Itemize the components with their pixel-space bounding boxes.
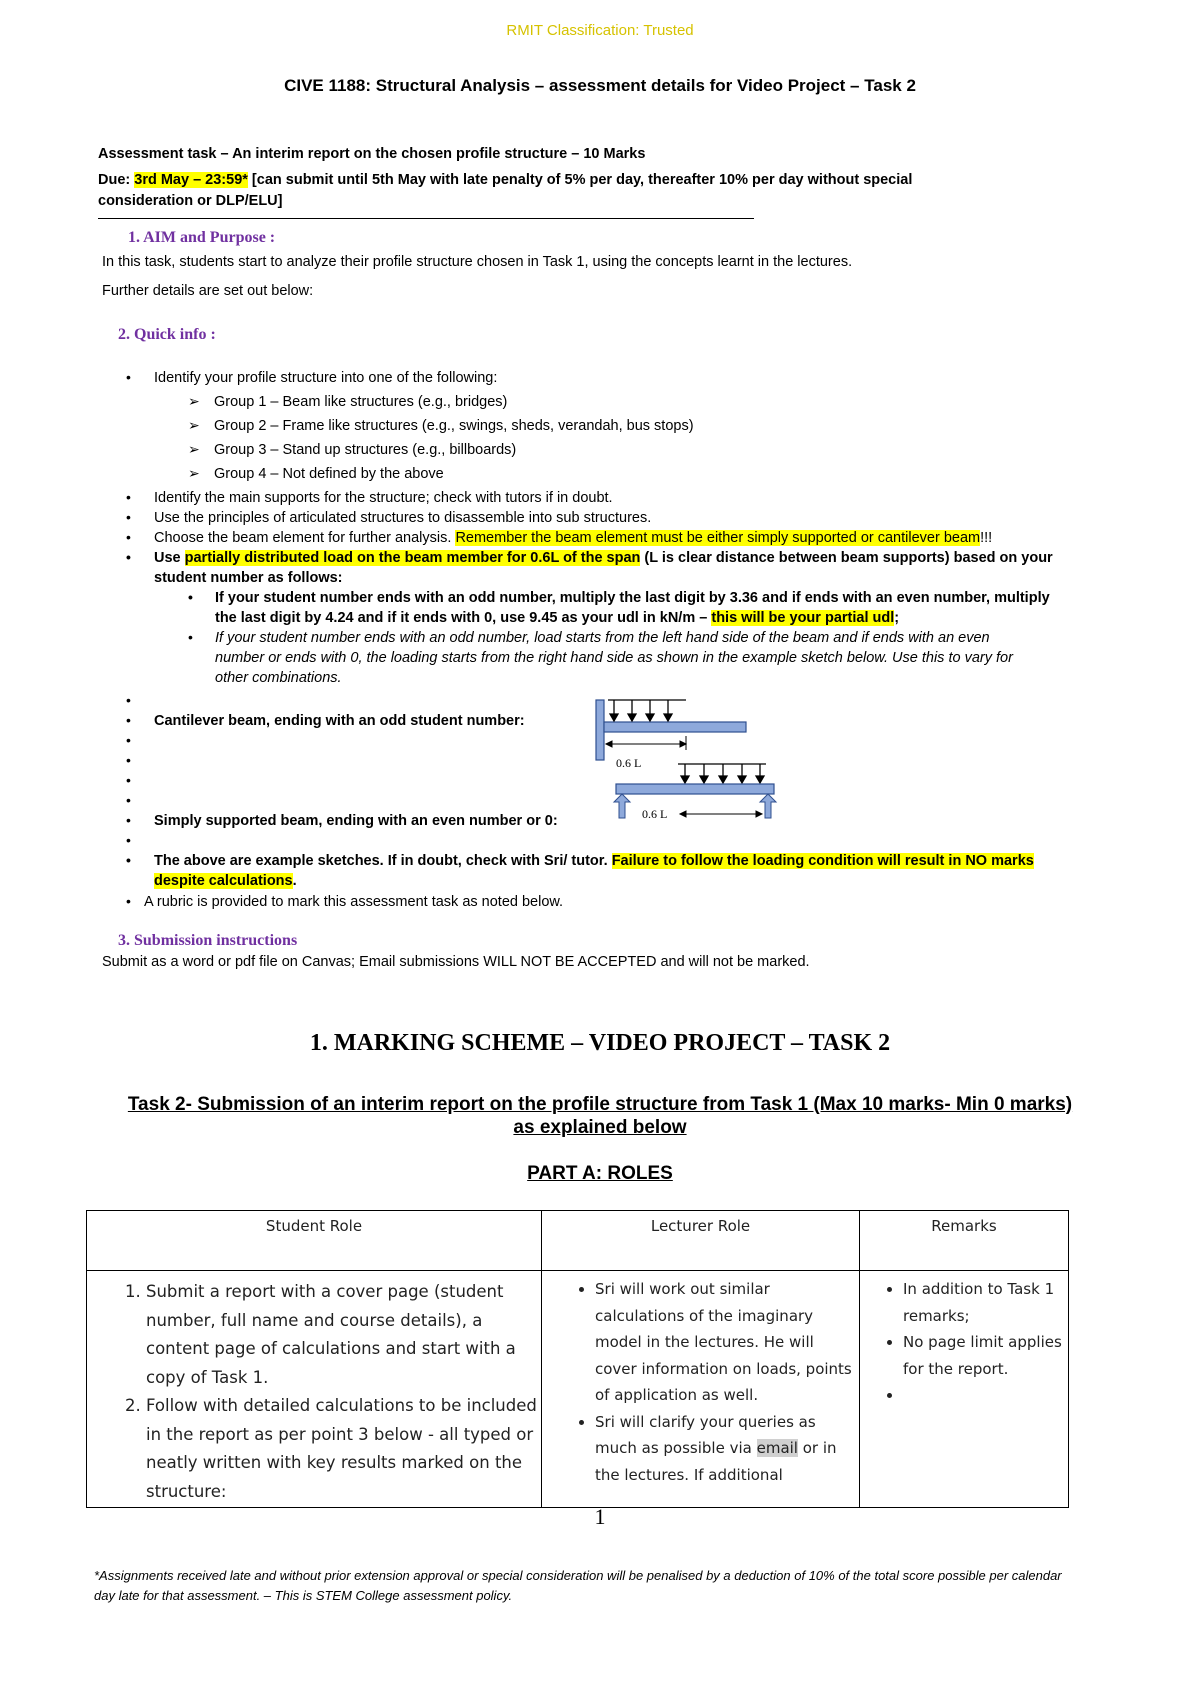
arrow-bullet-icon: ➢ bbox=[188, 393, 200, 409]
remark-item bbox=[903, 1382, 1067, 1409]
footnote-line2: day late for that assessment. – This is STEM College assessment policy. bbox=[94, 1588, 513, 1603]
sub2-line2: number or ends with 0, the loading starts from the right hand side as shown in the example sketch below. Use this to vary for bbox=[215, 650, 1013, 666]
sub1-line1: If your student number ends with an odd number, multiply the last digit by 3.36 and if ends with an even number, multiply bbox=[215, 590, 1050, 606]
choose-a: Choose the beam element for further analysis. bbox=[154, 530, 456, 546]
task2-heading-cont: as explained below bbox=[513, 1117, 687, 1138]
part-a-heading: PART A: ROLES bbox=[527, 1163, 673, 1184]
bullet-dot: • bbox=[126, 489, 131, 505]
bullet-dot: • bbox=[188, 589, 193, 605]
use-b: (L is clear distance between beam supports) based on your bbox=[640, 550, 1053, 566]
sub1-highlight: this will be your partial udl bbox=[711, 610, 895, 626]
roles-table bbox=[86, 1210, 1069, 1508]
use-udl-cont: student number as follows: bbox=[154, 570, 343, 586]
choose-end: !!! bbox=[980, 530, 993, 546]
bullet-dot: • bbox=[126, 732, 131, 748]
bullet-dot: • bbox=[126, 752, 131, 768]
right-support-icon bbox=[760, 794, 776, 818]
header-remarks: Remarks bbox=[860, 1211, 1069, 1271]
remark-item: • No page limit applies for the report. bbox=[903, 1329, 1067, 1382]
use-highlight: partially distributed load on the beam member for 0.6L of the span bbox=[184, 550, 641, 566]
due-detail-cont: consideration or DLP/ELU] bbox=[98, 193, 283, 209]
section1-line1: In this task, students start to analyze their profile structure chosen in Task 1, using the concepts learnt in the lectures. bbox=[102, 254, 853, 270]
use-udl-text bbox=[154, 549, 1053, 568]
bullet-dot: • bbox=[126, 712, 131, 728]
bullet-dot: • bbox=[126, 369, 131, 385]
lecturer-item bbox=[595, 1409, 858, 1489]
bullet-dot: • bbox=[126, 692, 131, 708]
bullet-dot: • bbox=[126, 792, 131, 808]
sub2-line3: other combinations. bbox=[215, 670, 342, 686]
bullet-dot: • bbox=[126, 772, 131, 788]
student-item: 2. Follow with detailed calculations to be included in the report as per point 3 below - all typed or neatly written with key results marked on the structure: bbox=[146, 1392, 540, 1506]
lecturer-item: • Sri will work out similar calculations of the imaginary model in the lectures. He will cover information on loads, points of application as well. bbox=[595, 1276, 858, 1409]
divider bbox=[98, 218, 754, 219]
table-header-row bbox=[87, 1211, 1069, 1271]
assessment-task-line: Assessment task – An interim report on the chosen profile structure – 10 Marks bbox=[98, 146, 646, 162]
dimension-simply bbox=[680, 811, 762, 817]
identify-text: Identify your profile structure into one of the following: bbox=[154, 370, 498, 386]
above-sketch-note bbox=[154, 852, 1034, 871]
udl-arrows-cantilever bbox=[610, 700, 672, 721]
simply-supported-label: Simply supported beam, ending with an even number or 0: bbox=[154, 813, 558, 829]
header-lecturer-role: Lecturer Role bbox=[542, 1211, 860, 1271]
dim-label-cantilever: 0.6 L bbox=[616, 756, 642, 770]
section3-heading: 3. Submission instructions bbox=[118, 932, 298, 949]
simply-supported-beam bbox=[616, 784, 774, 794]
rubric-text: A rubric is provided to mark this assessment task as noted below. bbox=[144, 894, 564, 910]
page-number: 1 bbox=[594, 1504, 606, 1529]
beam-sketches bbox=[590, 690, 790, 840]
dimension-cantilever bbox=[606, 736, 686, 750]
email-word: email bbox=[756, 1439, 798, 1457]
above-highlight-a: Failure to follow the loading condition will result in NO marks bbox=[611, 853, 1034, 869]
sub1-end: ; bbox=[894, 610, 900, 626]
left-support-icon bbox=[614, 794, 630, 818]
classification-label: RMIT Classification: Trusted bbox=[506, 22, 694, 39]
cantilever-beam bbox=[604, 722, 746, 732]
group-item: Group 2 – Frame like structures (e.g., swings, sheds, verandah, bus stops) bbox=[214, 418, 694, 434]
lecturer-item2-a: Sri will clarify your queries as much as possible via bbox=[595, 1412, 816, 1457]
sub1-line2 bbox=[215, 609, 899, 628]
section1-line2: Further details are set out below: bbox=[102, 283, 314, 299]
group-item: Group 3 – Stand up structures (e.g., billboards) bbox=[214, 442, 517, 458]
dim-label-simply: 0.6 L bbox=[642, 807, 668, 821]
group-item: Group 1 – Beam like structures (e.g., bridges) bbox=[214, 394, 508, 410]
bullet-dot: • bbox=[126, 549, 131, 565]
lecturer-item2-b: or in the lectures. If additional bbox=[595, 1439, 837, 1484]
marking-scheme-heading: 1. MARKING SCHEME – VIDEO PROJECT – TASK 2 bbox=[309, 1030, 891, 1056]
task2-heading: Task 2- Submission of an interim report on the profile structure from Task 1 (Max 10 marks- Min 0 marks) bbox=[127, 1094, 1073, 1115]
remarks-cell bbox=[860, 1271, 1069, 1508]
header-student-role: Student Role bbox=[87, 1211, 542, 1271]
choose-beam-text bbox=[154, 529, 992, 548]
choose-highlight: Remember the beam element must be either simply supported or cantilever beam bbox=[455, 530, 981, 546]
bullet-dot: • bbox=[126, 832, 131, 848]
student-item: 1. Submit a report with a cover page (student number, full name and course details), a content page of calculations and start with a copy of Task 1. bbox=[146, 1278, 540, 1392]
cantilever-label: Cantilever beam, ending with an odd student number: bbox=[154, 713, 525, 729]
student-role-cell bbox=[87, 1271, 542, 1508]
above-sketch-note-cont bbox=[154, 872, 297, 891]
due-date: 3rd May – 23:59* bbox=[134, 172, 248, 188]
bullet-dot: • bbox=[126, 529, 131, 545]
bullet-dot: • bbox=[126, 509, 131, 525]
footnote-line1: *Assignments received late and without prior extension approval or special consideration will be penalised by a deduction of 10% of the total score possible per calendar bbox=[94, 1568, 1062, 1583]
above-end: . bbox=[292, 873, 297, 889]
submission-text: Submit as a word or pdf file on Canvas; Email submissions WILL NOT BE ACCEPTED and will not be marked. bbox=[102, 954, 810, 970]
cantilever-wall bbox=[596, 700, 604, 760]
sub2-line1: If your student number ends with an odd number, load starts from the left hand side of the beam and if ends with an even bbox=[215, 630, 990, 646]
table-row bbox=[87, 1271, 1069, 1508]
section2-heading: 2. Quick info : bbox=[118, 326, 216, 343]
sub1-b: the last digit by 4.24 and if it ends with 0, use 9.45 as your udl in kN/m – bbox=[215, 610, 712, 626]
lecturer-role-cell bbox=[542, 1271, 860, 1508]
section1-heading: 1. AIM and Purpose : bbox=[128, 229, 276, 246]
group-item: Group 4 – Not defined by the above bbox=[214, 466, 444, 482]
bullet-dot: • bbox=[126, 852, 131, 868]
above-highlight-b: despite calculations bbox=[154, 873, 293, 889]
arrow-bullet-icon: ➢ bbox=[188, 441, 200, 457]
arrow-bullet-icon: ➢ bbox=[188, 417, 200, 433]
use-a: Use bbox=[154, 550, 185, 566]
arrow-bullet-icon: ➢ bbox=[188, 465, 200, 481]
due-detail: [can submit until 5th May with late penalty of 5% per day, thereafter 10% per day without special bbox=[247, 172, 913, 188]
bullet-dot: • bbox=[126, 812, 131, 828]
bullet-dot: • bbox=[126, 893, 131, 909]
supports-text: Identify the main supports for the structure; check with tutors if in doubt. bbox=[154, 490, 613, 506]
due-label: Due: bbox=[98, 172, 135, 188]
due-line bbox=[98, 171, 912, 190]
udl-arrows-simply bbox=[681, 764, 764, 783]
remark-item: • In addition to Task 1 remarks; bbox=[903, 1276, 1067, 1329]
above-a: The above are example sketches. If in doubt, check with Sri/ tutor. bbox=[154, 853, 612, 869]
principles-text: Use the principles of articulated structures to disassemble into sub structures. bbox=[154, 510, 652, 526]
bullet-dot: • bbox=[188, 629, 193, 645]
page-title: CIVE 1188: Structural Analysis – assessment details for Video Project – Task 2 bbox=[284, 76, 916, 95]
